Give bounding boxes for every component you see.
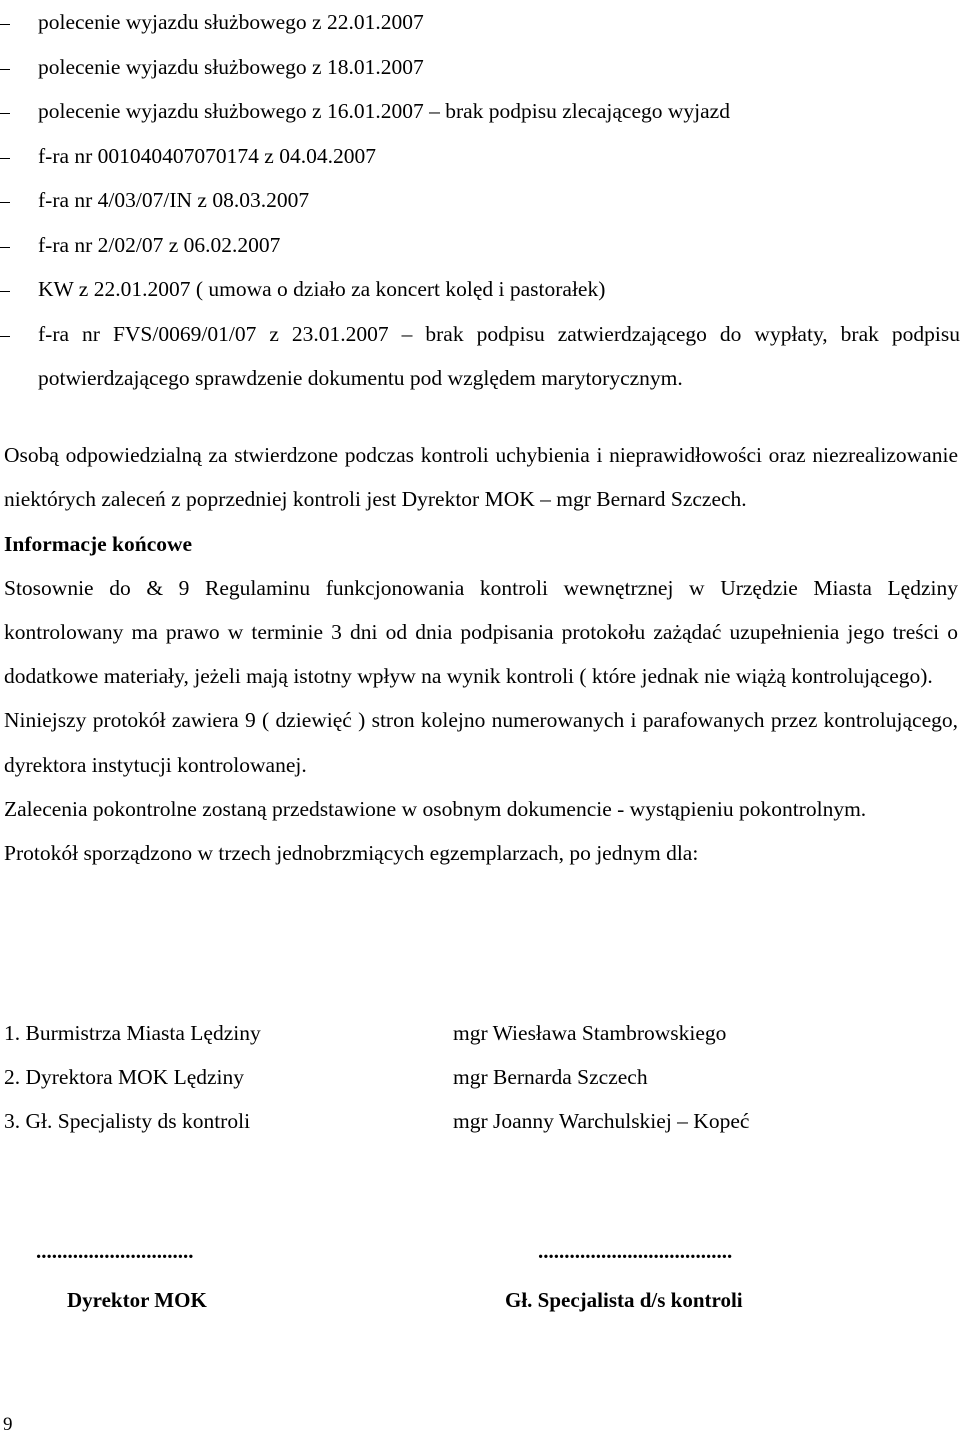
list-item xyxy=(0,89,960,134)
signature-specialist xyxy=(505,1239,743,1312)
list-item xyxy=(0,134,960,179)
list-item-text: f-ra nr FVS/0069/01/07 z 23.01.2007 – brak podpisu zatwierdzającego do wypłaty, brak podpisu potwierdzającego sprawdzenie dokumentu pod względem marytorycznym. xyxy=(38,321,960,390)
document-list xyxy=(0,0,960,401)
paragraph-recommendations: Zalecenia pokontrolne zostaną przedstawione w osobnym dokumencie - wystąpieniu pokontrolnym. xyxy=(4,797,867,822)
copy-recipient: 2. Dyrektora MOK Lędziny xyxy=(4,1065,245,1089)
list-item-text: polecenie wyjazdu służbowego z 18.01.2007 xyxy=(38,54,424,79)
signature-line: .............................. xyxy=(36,1239,194,1263)
list-item-text: KW z 22.01.2007 ( umowa o działo za koncert kolęd i pastorałek) xyxy=(38,277,606,301)
signature-director xyxy=(36,1240,207,1311)
list-item-text: polecenie wyjazdu służbowego z 16.01.2007 – brak podpisu zlecającego wyjazd xyxy=(38,99,730,123)
signature-line: ..................................... xyxy=(538,1239,733,1263)
copy-row xyxy=(4,1011,958,1055)
list-item-text: f-ra nr 4/03/07/IN z 08.03.2007 xyxy=(38,188,310,212)
paragraph-rights: Stosownie do & 9 Regulaminu funkcjonowania kontroli wewnętrznej w Urzędzie Miasta Lędziny kontrolowany ma prawo w terminie 3 dni od dnia podpisania protokołu zażądać uzupełnienia jego treści o dodatkowe materiały, jeżeli mają istotny wpływ na wynik kontroli ( które jednak nie wiążą kontrolującego). xyxy=(4,575,958,689)
copies-list xyxy=(4,1011,958,1143)
responsibility-paragraph: Osobą odpowiedzialną za stwierdzone podczas kontroli uchybienia i nieprawidłowości oraz niezrealizowanie niektórych zaleceń z poprzedniej kontroli jest Dyrektor MOK – mgr Bernard Szczech. xyxy=(4,443,958,512)
list-item-text: f-ra nr 2/02/07 z 06.02.2007 xyxy=(38,232,281,257)
copy-person: mgr Wiesława Stambrowskiego xyxy=(453,1021,727,1045)
signature-title: Gł. Specjalista d/s kontroli xyxy=(505,1288,743,1312)
copy-person: mgr Joanny Warchulskiej – Kopeć xyxy=(453,1109,750,1133)
list-item xyxy=(0,223,960,268)
document-body xyxy=(4,433,958,876)
copy-recipient: 1. Burmistrza Miasta Lędziny xyxy=(4,1021,261,1045)
copy-person: mgr Bernarda Szczech xyxy=(453,1065,648,1089)
signature-title: Dyrektor MOK xyxy=(67,1288,207,1312)
copy-row xyxy=(4,1099,958,1143)
list-item xyxy=(0,45,960,90)
list-item-text: polecenie wyjazdu służbowego z 22.01.2007 xyxy=(38,10,424,34)
page-number: 9 xyxy=(3,1414,13,1435)
copy-row xyxy=(4,1055,958,1099)
list-item-text: f-ra nr 001040407070174 z 04.04.2007 xyxy=(38,143,376,168)
list-item xyxy=(0,312,960,401)
paragraph-page-count: Niniejszy protokół zawiera 9 ( dziewięć ) stron kolejno numerowanych i parafowanych przez kontrolującego, dyrektora instytucji kontrolowanej. xyxy=(4,708,958,777)
list-item xyxy=(0,0,960,45)
paragraph-copies: Protokół sporządzono w trzech jednobrzmiących egzemplarzach, po jednym dla: xyxy=(4,841,699,866)
list-item xyxy=(0,267,960,312)
section-heading: Informacje końcowe xyxy=(4,531,193,556)
list-item xyxy=(0,178,960,223)
copy-recipient: 3. Gł. Specjalisty ds kontroli xyxy=(4,1109,251,1133)
